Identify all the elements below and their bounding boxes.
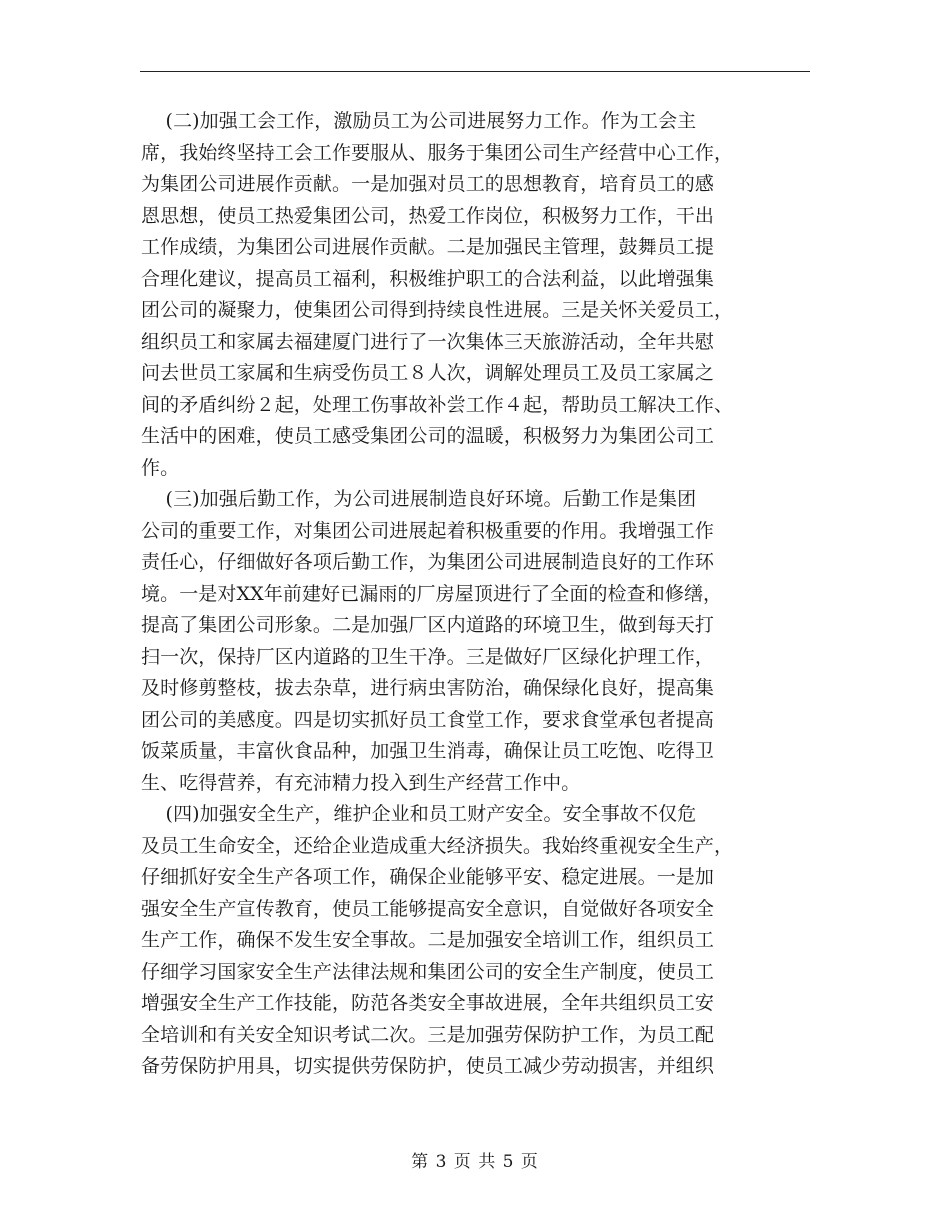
text-line: 境。一是对XX年前建好已漏雨的厂房屋顶进行了全面的检查和修缮，	[141, 582, 723, 605]
text-line: 责任心，仔细做好各项后勤工作，为集团公司进展制造良好的工作环	[141, 551, 715, 573]
text-line: 及员工生命安全，还给企业造成重大经济损失。我始终重视安全生产，	[141, 834, 734, 857]
text-line: 生活中的困难，使员工感受集团公司的温暖，积极努力为集团公司工	[141, 425, 715, 447]
text-line: 席，我始终坚持工会工作要服从、服务于集团公司生产经营中心工作，	[141, 141, 734, 164]
text-line: (三)加强后勤工作，为公司进展制造良好环境。后勤工作是集团	[141, 488, 697, 510]
text-line: 作。	[141, 456, 180, 479]
text-line: 合理化建议，提高员工福利，积极维护职工的合法利益，以此增强集	[141, 267, 715, 290]
page-number-footer: 第 3 页 共 5 页	[411, 1152, 539, 1172]
text-line: 团公司的凝聚力，使集团公司得到持续良性进展。三是关怀关爱员工，	[141, 299, 734, 321]
text-line: 恩思想，使员工热爱集团公司，热爱工作岗位，积极努力工作，干出	[141, 204, 715, 227]
text-line: 为集团公司进展作贡献。一是加强对员工的思想教育，培育员工的感	[141, 173, 715, 195]
text-line: 增强安全生产工作技能，防范各类安全事故进展，全年共组织员工安	[141, 992, 715, 1014]
text-line: 备劳保防护用具，切实提供劳保防护，使员工减少劳动损害，并组织	[141, 1055, 715, 1077]
text-line: 及时修剪整枝，拔去杂草，进行病虫害防治，确保绿化良好，提高集	[141, 677, 715, 699]
text-line: 生、吃得营养，有充沛精力投入到生产经营工作中。	[141, 771, 581, 794]
body-text	[141, 106, 809, 1083]
text-line: 饭菜质量，丰富伙食品种，加强卫生消毒，确保让员工吃饱、吃得卫	[141, 740, 715, 762]
text-line: 仔细学习国家安全生产法律法规和集团公司的安全生产制度，使员工	[141, 960, 715, 983]
text-line: 间的矛盾纠纷２起，处理工伤事故补尝工作４起，帮助员工解决工作、	[141, 393, 734, 416]
text-line: 强安全生产宣传教育，使员工能够提高安全意识，自觉做好各项安全	[141, 897, 715, 920]
text-line: 生产工作，确保不发生安全事故。二是加强安全培训工作，组织员工	[141, 929, 715, 951]
text-line: 仔细抓好安全生产各项工作，确保企业能够平安、稳定进展。一是加	[141, 866, 715, 888]
text-line: 团公司的美感度。四是切实抓好员工食堂工作，要求食堂承包者提高	[141, 708, 715, 731]
text-line: 全培训和有关安全知识考试二次。三是加强劳保防护工作，为员工配	[141, 1023, 715, 1046]
header-rule	[140, 71, 810, 72]
text-line: (四)加强安全生产，维护企业和员工财产安全。安全事故不仅危	[141, 803, 697, 825]
text-line: 公司的重要工作，对集团公司进展起着积极重要的作用。我增强工作	[141, 519, 715, 542]
text-line: 问去世员工家属和生病受伤员工８人次，调解处理员工及员工家属之	[141, 362, 715, 384]
text-line: (二)加强工会工作，激励员工为公司进展努力工作。作为工会主	[141, 110, 697, 132]
text-line: 扫一次，保持厂区内道路的卫生干净。三是做好厂区绿化护理工作，	[141, 645, 715, 668]
text-line: 提高了集团公司形象。二是加强厂区内道路的环境卫生，做到每天打	[141, 614, 715, 636]
text-line: 组织员工和家属去福建厦门进行了一次集体三天旅游活动，全年共慰	[141, 330, 715, 353]
text-line: 工作成绩，为集团公司进展作贡献。二是加强民主管理，鼓舞员工提	[141, 236, 715, 258]
